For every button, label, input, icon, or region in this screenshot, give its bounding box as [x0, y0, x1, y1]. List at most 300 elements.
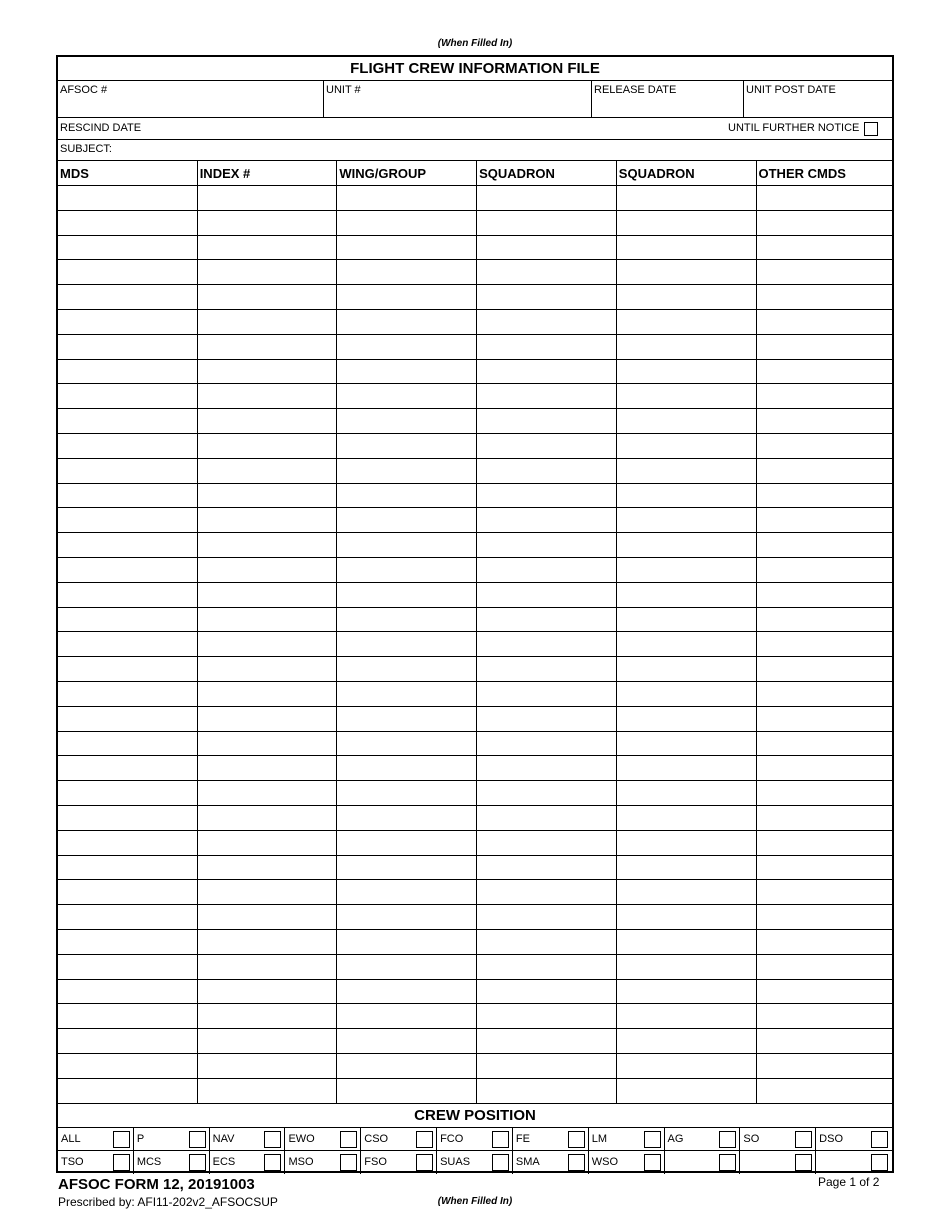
crew-position-checkbox[interactable] [416, 1154, 433, 1171]
table-cell[interactable] [337, 558, 475, 581]
divider [512, 1127, 513, 1151]
crew-position-label: SO [743, 1132, 760, 1145]
crew-position-label: DSO [819, 1132, 844, 1145]
crew-position-label: SMA [515, 1156, 540, 1169]
table-cell[interactable] [337, 1029, 475, 1052]
table-cell[interactable] [58, 1054, 196, 1077]
table-cell[interactable] [58, 335, 196, 358]
table-cell[interactable] [198, 508, 336, 531]
table-cell[interactable] [617, 781, 755, 804]
table-cell[interactable] [757, 707, 895, 730]
table-cell[interactable] [198, 657, 336, 680]
table-cell[interactable] [477, 856, 615, 879]
column-header: INDEX # [199, 166, 251, 181]
unit-label: UNIT # [326, 84, 361, 96]
table-cell[interactable] [58, 533, 196, 556]
table-cell[interactable] [477, 1054, 615, 1077]
table-cell[interactable] [757, 980, 895, 1003]
table-cell[interactable] [198, 409, 336, 432]
until-further-notice-checkbox[interactable] [864, 122, 878, 136]
table-cell[interactable] [757, 905, 895, 928]
subject-field[interactable] [58, 140, 892, 160]
table-cell[interactable] [58, 608, 196, 631]
table-cell[interactable] [477, 360, 615, 383]
table-cell[interactable] [337, 930, 475, 953]
divider [360, 1150, 361, 1174]
table-cell[interactable] [617, 508, 755, 531]
table-cell[interactable] [477, 930, 615, 953]
table-cell[interactable] [757, 608, 895, 631]
table-cell[interactable] [58, 831, 196, 854]
table-cell[interactable] [337, 186, 475, 209]
crew-position-checkbox[interactable] [189, 1131, 206, 1148]
crew-position-checkbox[interactable] [644, 1131, 661, 1148]
unit-post-date-label: UNIT POST DATE [746, 84, 836, 96]
table-cell[interactable] [757, 1004, 895, 1027]
table-cell[interactable] [337, 880, 475, 903]
table-cell[interactable] [477, 285, 615, 308]
table-cell[interactable] [58, 905, 196, 928]
divider [743, 81, 744, 118]
table-cell[interactable] [617, 583, 755, 606]
table-cell[interactable] [477, 905, 615, 928]
table-cell[interactable] [617, 732, 755, 755]
table-cell[interactable] [337, 1079, 475, 1102]
crew-position-label: FSO [364, 1156, 387, 1169]
crew-position-label: EWO [288, 1132, 315, 1145]
table-cell[interactable] [58, 409, 196, 432]
divider [436, 1150, 437, 1174]
crew-position-checkbox[interactable] [719, 1131, 736, 1148]
table-cell[interactable] [58, 360, 196, 383]
crew-position-checkbox[interactable] [871, 1154, 888, 1171]
table-cell[interactable] [58, 980, 196, 1003]
divider [591, 81, 592, 118]
table-cell[interactable] [58, 657, 196, 680]
table-cell[interactable] [58, 756, 196, 779]
divider [815, 1127, 816, 1151]
table-cell[interactable] [337, 608, 475, 631]
table-cell[interactable] [477, 682, 615, 705]
table-cell[interactable] [198, 930, 336, 953]
table-cell[interactable] [337, 632, 475, 655]
divider [739, 1150, 740, 1174]
table-cell[interactable] [757, 632, 895, 655]
table-cell[interactable] [477, 260, 615, 283]
crew-position-checkbox[interactable] [492, 1131, 509, 1148]
table-cell[interactable] [58, 558, 196, 581]
crew-position-checkbox[interactable] [719, 1154, 736, 1171]
unit-post-date-field[interactable] [744, 81, 894, 117]
table-cell[interactable] [477, 880, 615, 903]
table-cell[interactable] [757, 682, 895, 705]
table-cell[interactable] [198, 335, 336, 358]
table-cell[interactable] [58, 186, 196, 209]
table-cell[interactable] [617, 310, 755, 333]
table-cell[interactable] [477, 434, 615, 457]
table-cell[interactable] [477, 657, 615, 680]
table-cell[interactable] [337, 980, 475, 1003]
table-cell[interactable] [198, 384, 336, 407]
form-id: AFSOC FORM 12, 20191003 [58, 1176, 255, 1193]
table-cell[interactable] [757, 186, 895, 209]
table-cell[interactable] [757, 806, 895, 829]
table-cell[interactable] [337, 856, 475, 879]
table-cell[interactable] [198, 186, 336, 209]
table-cell[interactable] [617, 980, 755, 1003]
table-cell[interactable] [337, 806, 475, 829]
table-cell[interactable] [198, 533, 336, 556]
table-cell[interactable] [337, 905, 475, 928]
table-cell[interactable] [477, 955, 615, 978]
table-cell[interactable] [477, 459, 615, 482]
table-cell[interactable] [617, 632, 755, 655]
crew-position-checkbox[interactable] [644, 1154, 661, 1171]
table-cell[interactable] [477, 384, 615, 407]
when-filled-in-note-top: (When Filled In) [437, 38, 513, 49]
table-cell[interactable] [198, 1054, 336, 1077]
table-cell[interactable] [58, 1004, 196, 1027]
table-cell[interactable] [337, 360, 475, 383]
crew-position-checkbox[interactable] [871, 1131, 888, 1148]
table-cell[interactable] [757, 657, 895, 680]
crew-position-label: SUAS [440, 1156, 471, 1169]
crew-position-label: MSO [288, 1156, 314, 1169]
table-cell[interactable] [477, 583, 615, 606]
crew-position-checkbox[interactable] [340, 1154, 357, 1171]
table-cell[interactable] [198, 756, 336, 779]
table-cell[interactable] [757, 955, 895, 978]
table-cell[interactable] [337, 409, 475, 432]
table-cell[interactable] [198, 682, 336, 705]
table-cell[interactable] [617, 211, 755, 234]
unit-number-field[interactable] [324, 81, 591, 117]
table-cell[interactable] [58, 310, 196, 333]
table-cell[interactable] [337, 682, 475, 705]
table-cell[interactable] [198, 806, 336, 829]
table-cell[interactable] [337, 781, 475, 804]
table-cell[interactable] [617, 831, 755, 854]
table-cell[interactable] [617, 806, 755, 829]
table-cell[interactable] [757, 335, 895, 358]
table-cell[interactable] [617, 1004, 755, 1027]
divider [133, 1127, 134, 1151]
crew-position-label: TSO [61, 1156, 84, 1169]
table-cell[interactable] [337, 459, 475, 482]
table-cell[interactable] [337, 955, 475, 978]
table-cell[interactable] [757, 260, 895, 283]
table-cell[interactable] [337, 285, 475, 308]
table-cell[interactable] [477, 732, 615, 755]
table-cell[interactable] [617, 459, 755, 482]
table-cell[interactable] [58, 384, 196, 407]
divider [284, 1127, 285, 1151]
table-cell[interactable] [757, 756, 895, 779]
table-cell[interactable] [617, 955, 755, 978]
table-cell[interactable] [617, 434, 755, 457]
crew-position-checkbox[interactable] [264, 1131, 281, 1148]
table-cell[interactable] [477, 335, 615, 358]
table-cell[interactable] [337, 657, 475, 680]
table-cell[interactable] [198, 236, 336, 259]
divider [588, 1127, 589, 1151]
table-cell[interactable] [58, 955, 196, 978]
table-cell[interactable] [477, 806, 615, 829]
rescind-date-label: RESCIND DATE [60, 122, 142, 134]
table-cell[interactable] [477, 1029, 615, 1052]
table-cell[interactable] [198, 781, 336, 804]
crew-position-checkbox[interactable] [795, 1154, 812, 1171]
table-cell[interactable] [477, 558, 615, 581]
table-cell[interactable] [198, 558, 336, 581]
table-cell[interactable] [58, 930, 196, 953]
divider [284, 1150, 285, 1174]
table-cell[interactable] [198, 1029, 336, 1052]
table-cell[interactable] [617, 880, 755, 903]
table-cell[interactable] [617, 186, 755, 209]
table-cell[interactable] [757, 930, 895, 953]
table-cell[interactable] [198, 211, 336, 234]
table-cell[interactable] [198, 632, 336, 655]
table-cell[interactable] [617, 856, 755, 879]
table-cell[interactable] [617, 236, 755, 259]
table-cell[interactable] [58, 1029, 196, 1052]
table-cell[interactable] [757, 459, 895, 482]
table-cell[interactable] [757, 310, 895, 333]
table-cell[interactable] [198, 434, 336, 457]
table-cell[interactable] [617, 657, 755, 680]
divider [58, 1103, 892, 1104]
table-cell[interactable] [198, 260, 336, 283]
table-cell[interactable] [617, 707, 755, 730]
table-cell[interactable] [757, 781, 895, 804]
table-cell[interactable] [198, 955, 336, 978]
until-further-notice-label: UNTIL FURTHER NOTICE [728, 122, 860, 134]
crew-position-checkbox[interactable] [113, 1154, 130, 1171]
table-cell[interactable] [337, 583, 475, 606]
table-cell[interactable] [477, 508, 615, 531]
table-cell[interactable] [477, 211, 615, 234]
table-cell[interactable] [757, 1079, 895, 1102]
table-cell[interactable] [337, 756, 475, 779]
table-cell[interactable] [757, 583, 895, 606]
release-date-label: RELEASE DATE [594, 84, 677, 96]
table-cell[interactable] [58, 434, 196, 457]
page-number: Page 1 of 2 [818, 1175, 880, 1189]
table-cell[interactable] [337, 211, 475, 234]
table-cell[interactable] [617, 1079, 755, 1102]
table-cell[interactable] [198, 856, 336, 879]
table-cell[interactable] [757, 484, 895, 507]
table-cell[interactable] [477, 608, 615, 631]
table-cell[interactable] [757, 533, 895, 556]
table-cell[interactable] [198, 980, 336, 1003]
table-cell[interactable] [617, 335, 755, 358]
table-cell[interactable] [58, 508, 196, 531]
afsoc-label: AFSOC # [60, 84, 108, 96]
table-cell[interactable] [198, 880, 336, 903]
table-cell[interactable] [58, 236, 196, 259]
table-cell[interactable] [477, 781, 615, 804]
table-cell[interactable] [198, 707, 336, 730]
table-cell[interactable] [757, 409, 895, 432]
crew-position-checkbox[interactable] [416, 1131, 433, 1148]
table-cell[interactable] [617, 285, 755, 308]
table-cell[interactable] [198, 1079, 336, 1102]
crew-position-label: ALL [61, 1132, 81, 1145]
table-cell[interactable] [337, 384, 475, 407]
crew-position-checkbox[interactable] [492, 1154, 509, 1171]
table-cell[interactable] [617, 1054, 755, 1077]
table-cell[interactable] [477, 831, 615, 854]
flight-crew-information-form [56, 55, 894, 1173]
table-cell[interactable] [617, 682, 755, 705]
table-cell[interactable] [477, 310, 615, 333]
crew-position-checkbox[interactable] [340, 1131, 357, 1148]
table-cell[interactable] [198, 459, 336, 482]
table-cell[interactable] [477, 756, 615, 779]
table-cell[interactable] [337, 484, 475, 507]
table-cell[interactable] [617, 905, 755, 928]
table-cell[interactable] [477, 186, 615, 209]
column-header: MDS [60, 166, 89, 181]
table-cell[interactable] [337, 434, 475, 457]
divider [512, 1150, 513, 1174]
table-cell[interactable] [757, 211, 895, 234]
crew-position-label: NAV [212, 1132, 235, 1145]
column-header: SQUADRON [479, 166, 555, 181]
afsoc-number-field[interactable] [58, 81, 323, 117]
crew-position-checkbox[interactable] [795, 1131, 812, 1148]
table-cell[interactable] [477, 533, 615, 556]
form-title: FLIGHT CREW INFORMATION FILE [350, 60, 600, 77]
table-cell[interactable] [337, 260, 475, 283]
table-cell[interactable] [617, 384, 755, 407]
table-cell[interactable] [198, 905, 336, 928]
table-cell[interactable] [58, 880, 196, 903]
crew-position-checkbox[interactable] [568, 1131, 585, 1148]
table-cell[interactable] [58, 856, 196, 879]
table-cell[interactable] [198, 310, 336, 333]
table-cell[interactable] [757, 508, 895, 531]
table-cell[interactable] [58, 707, 196, 730]
table-cell[interactable] [198, 732, 336, 755]
table-cell[interactable] [58, 732, 196, 755]
table-cell[interactable] [337, 732, 475, 755]
table-cell[interactable] [757, 880, 895, 903]
divider [664, 1127, 665, 1151]
table-cell[interactable] [617, 533, 755, 556]
table-cell[interactable] [757, 434, 895, 457]
crew-position-checkbox[interactable] [264, 1154, 281, 1171]
table-cell[interactable] [617, 756, 755, 779]
divider [58, 1127, 892, 1128]
table-cell[interactable] [337, 236, 475, 259]
table-cell[interactable] [477, 409, 615, 432]
table-cell[interactable] [617, 260, 755, 283]
table-cell[interactable] [477, 707, 615, 730]
table-cell[interactable] [757, 1029, 895, 1052]
table-cell[interactable] [757, 236, 895, 259]
table-cell[interactable] [58, 682, 196, 705]
divider [815, 1150, 816, 1174]
table-cell[interactable] [757, 856, 895, 879]
table-cell[interactable] [58, 632, 196, 655]
table-cell[interactable] [337, 831, 475, 854]
prescribed-by: Prescribed by: AFI11-202v2_AFSOCSUP [58, 1195, 278, 1209]
table-cell[interactable] [617, 360, 755, 383]
table-cell[interactable] [617, 558, 755, 581]
table-cell[interactable] [617, 1029, 755, 1052]
column-header: SQUADRON [618, 166, 695, 181]
crew-position-label: FCO [440, 1132, 464, 1145]
table-cell[interactable] [757, 831, 895, 854]
crew-position-checkbox[interactable] [568, 1154, 585, 1171]
table-cell[interactable] [337, 533, 475, 556]
table-cell[interactable] [337, 508, 475, 531]
table-cell[interactable] [477, 980, 615, 1003]
table-cell[interactable] [617, 409, 755, 432]
table-cell[interactable] [337, 335, 475, 358]
table-cell[interactable] [198, 583, 336, 606]
divider [436, 1127, 437, 1151]
table-cell[interactable] [477, 632, 615, 655]
table-cell[interactable] [757, 558, 895, 581]
table-cell[interactable] [477, 236, 615, 259]
rescind-date-field[interactable] [58, 118, 718, 139]
crew-position-label: ECS [212, 1156, 236, 1169]
table-cell[interactable] [617, 930, 755, 953]
table-cell[interactable] [477, 1079, 615, 1102]
table-cell[interactable] [337, 310, 475, 333]
crew-position-checkbox[interactable] [189, 1154, 206, 1171]
table-cell[interactable] [58, 1079, 196, 1102]
table-cell[interactable] [337, 707, 475, 730]
table-cell[interactable] [58, 583, 196, 606]
table-cell[interactable] [757, 1054, 895, 1077]
table-cell[interactable] [198, 484, 336, 507]
divider [323, 81, 324, 118]
table-cell[interactable] [757, 732, 895, 755]
table-cell[interactable] [198, 285, 336, 308]
table-cell[interactable] [198, 608, 336, 631]
table-cell[interactable] [617, 484, 755, 507]
crew-position-checkbox[interactable] [113, 1131, 130, 1148]
table-cell[interactable] [198, 360, 336, 383]
table-cell[interactable] [58, 260, 196, 283]
table-cell[interactable] [477, 1004, 615, 1027]
table-cell[interactable] [337, 1004, 475, 1027]
crew-position-label: WSO [591, 1156, 618, 1169]
table-cell[interactable] [58, 806, 196, 829]
table-cell[interactable] [757, 360, 895, 383]
table-cell[interactable] [58, 484, 196, 507]
table-cell[interactable] [757, 285, 895, 308]
table-cell[interactable] [58, 459, 196, 482]
table-cell[interactable] [198, 831, 336, 854]
table-cell[interactable] [198, 1004, 336, 1027]
divider [588, 1150, 589, 1174]
table-cell[interactable] [337, 1054, 475, 1077]
release-date-field[interactable] [592, 81, 743, 117]
table-cell[interactable] [58, 285, 196, 308]
table-cell[interactable] [477, 484, 615, 507]
table-cell[interactable] [617, 608, 755, 631]
divider [360, 1127, 361, 1151]
table-cell[interactable] [757, 384, 895, 407]
table-cell[interactable] [58, 211, 196, 234]
table-cell[interactable] [58, 781, 196, 804]
